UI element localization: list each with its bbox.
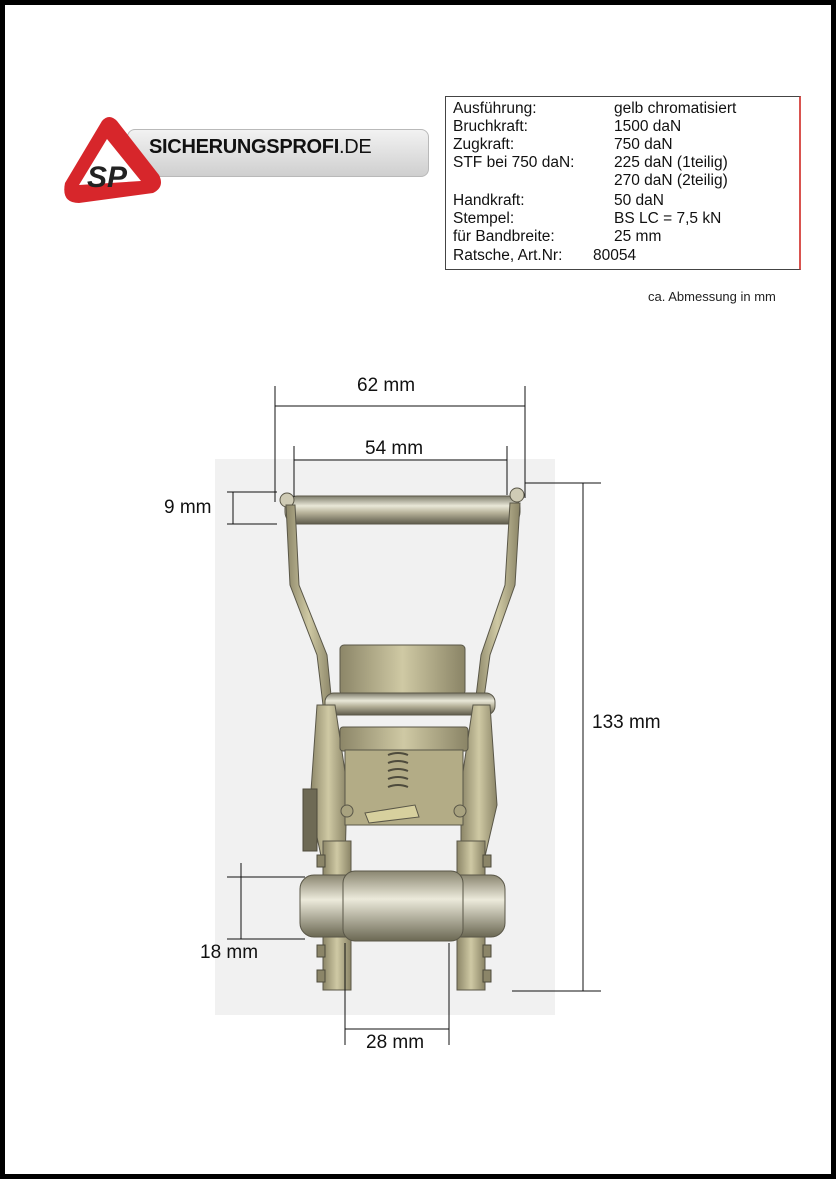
spec-value: gelb chromatisiert [614, 100, 737, 117]
ratchet-drawing [5, 5, 831, 1174]
dimension-spool-width: 28 mm [366, 1032, 425, 1053]
dimension-inner-width: 54 mm [365, 438, 424, 459]
logo-name-main: SICHERUNGSPROFI [149, 136, 339, 158]
spec-value: BS LC = 7,5 kN [614, 210, 722, 227]
spec-label: Stempel: [453, 210, 515, 227]
spec-value: 750 daN [614, 136, 673, 153]
dimension-note: ca. Abmessung in mm [648, 289, 776, 304]
spec-value: 225 daN (1teilig) [614, 154, 728, 171]
logo-badge-text: SP [87, 161, 128, 194]
spec-value: 50 daN [614, 192, 664, 209]
spec-value: 1500 daN [614, 118, 682, 135]
spec-value: 25 mm [614, 228, 662, 245]
dimension-height: 133 mm [592, 712, 661, 733]
spec-label: für Bandbreite: [453, 228, 555, 245]
document-page [5, 5, 831, 1174]
spec-label: STF bei 750 daN: [453, 154, 575, 171]
spec-value: 80054 [593, 247, 637, 264]
spec-label: Bruchkraft: [453, 118, 528, 135]
logo-name-tld: .DE [338, 136, 372, 158]
spec-label: Handkraft: [453, 192, 525, 209]
dimension-outer-width: 62 mm [357, 375, 416, 396]
spec-label: Ausführung: [453, 100, 537, 117]
spec-value: 270 daN (2teilig) [614, 172, 728, 189]
spec-label: Zugkraft: [453, 136, 515, 153]
spec-label: Ratsche, Art.Nr: [453, 247, 563, 264]
ratchet-body [300, 645, 505, 990]
dimension-spool-diameter: 18 mm [200, 942, 259, 963]
dimension-handle-thickness: 9 mm [164, 497, 212, 518]
